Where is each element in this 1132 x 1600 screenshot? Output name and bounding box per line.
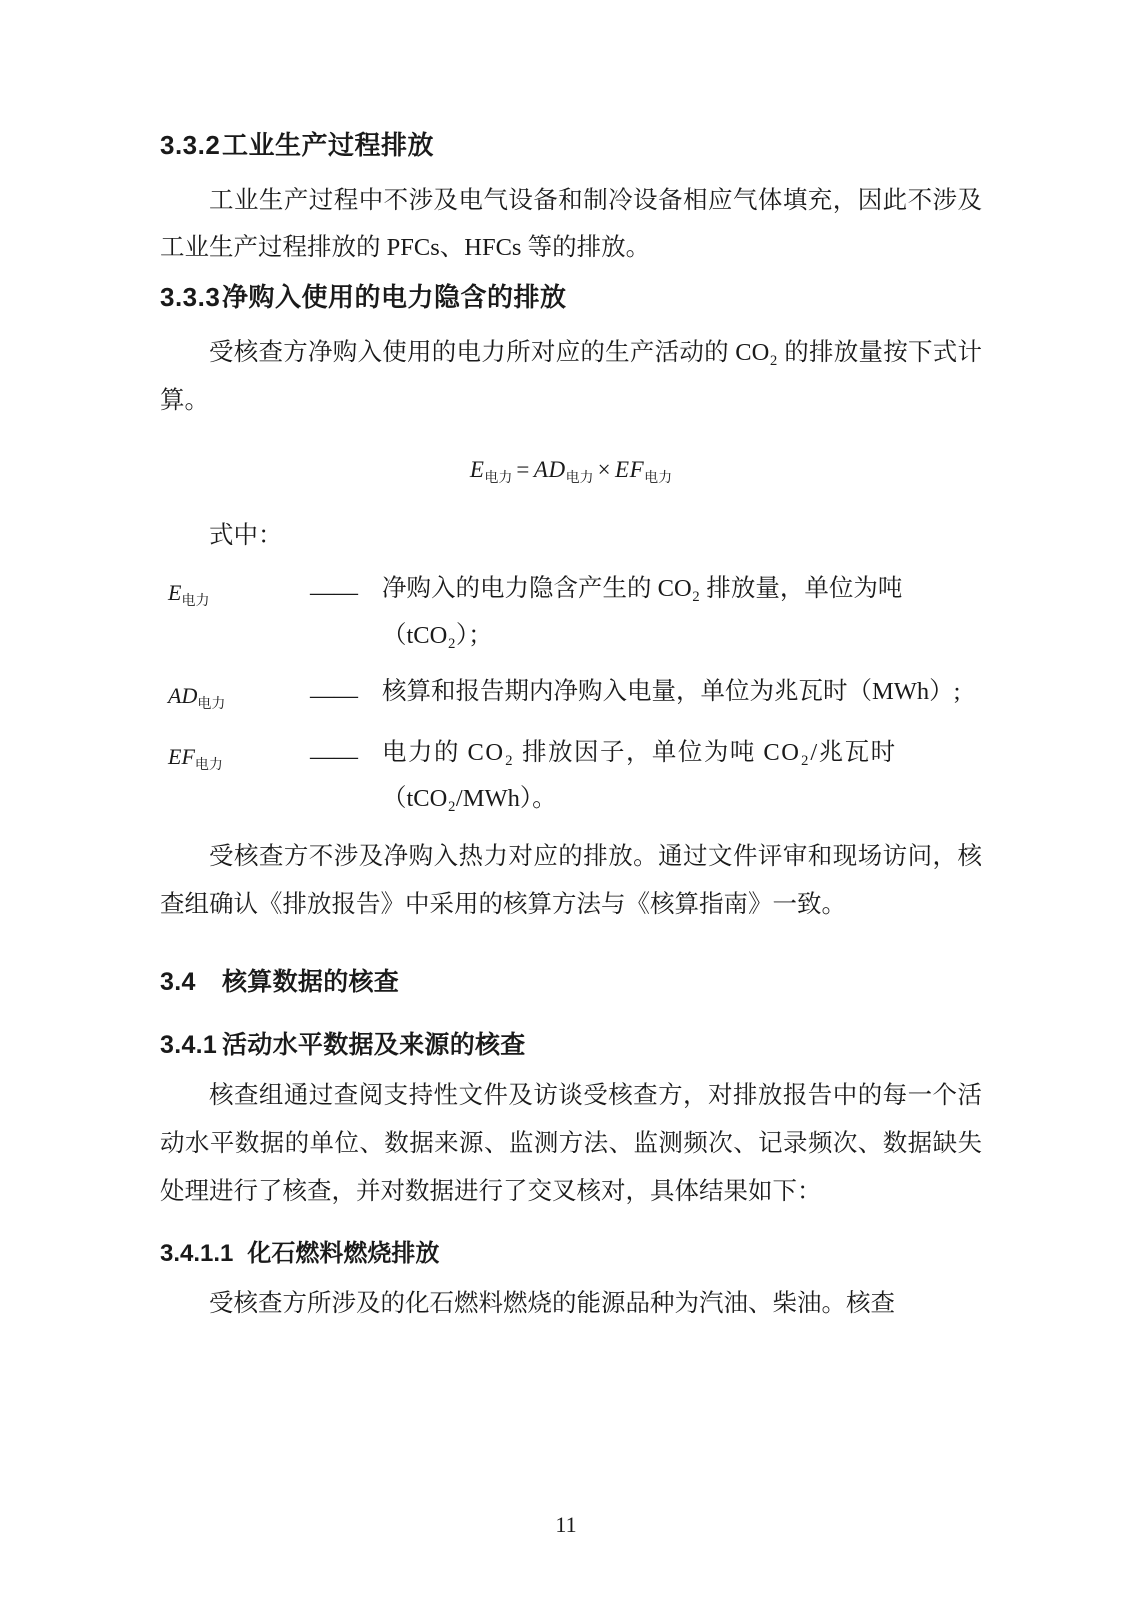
formula-ad-symbol: AD [533,457,566,483]
paragraph-3-4-1-1: 受核查方所涉及的化石燃料燃烧的能源品种为汽油、柴油。核查 [209,1290,895,1318]
definition-symbol-ad-base: AD [168,683,198,709]
definition-symbol-e [160,566,310,615]
definition-text-e [382,566,982,659]
definition-symbol-ad [160,669,310,718]
heading-3-3-3-title: 净购入使用的电力隐含的排放 [222,282,567,313]
where-label: 式中： [209,522,283,550]
formula-e-symbol: E [469,457,485,483]
definition-text-ad-line1: 核算和报告期内净购入电量，单位为兆瓦时（MWh）; [382,678,961,706]
heading-3-3-2 [160,120,982,171]
definition-symbol-e-base: E [168,579,182,605]
formula-ef-subscript: 电力 [644,471,673,487]
formula-expression [469,457,673,487]
definition-dash-e: —— [310,579,358,606]
heading-3-3-3-number: 3.3.3 [160,282,221,313]
heading-3-4-1-1-title: 化石燃料燃烧排放 [247,1240,440,1268]
formula-times: × [597,457,612,483]
definition-list [160,566,982,823]
definition-item-e [160,566,982,659]
definition-text-ad [382,669,982,716]
heading-3-4-1-title: 活动水平数据及来源的核查 [222,1031,526,1060]
definition-text-e-line1: 净购入的电力隐含产生的 CO₂ 排放量，单位为吨 [382,574,903,602]
definition-dash-ad: —— [310,683,358,710]
page-number: 11 [555,1512,577,1537]
heading-3-4-1-1-number: 3.4.1.1 [160,1240,234,1268]
heading-3-4-number: 3.4 [160,968,196,997]
heading-3-4-1-1 [160,1231,982,1278]
heading-3-3-2-title: 工业生产过程排放 [222,130,435,160]
heading-3-3-3 [160,272,982,323]
paragraph-after-definitions: 受核查方不涉及净购入热力对应的排放。通过文件评审和现场访问，核查组确认《排放报告》中采用的核算方法与《核算指南》一致。 [160,842,982,918]
definition-symbol-ef [160,730,310,779]
heading-3-3-2-number: 3.3.2 [160,130,221,160]
formula-ad-subscript: 电力 [565,471,594,487]
heading-3-4-1 [160,1021,982,1070]
definition-symbol-ad-subscript: 电力 [197,696,226,712]
definition-text-ef [382,730,982,823]
definition-item-ad [160,669,982,720]
paragraph-3-3-3: 受核查方净购入使用的电力所对应的生产活动的 CO₂ 的排放量按下式计算。 [160,338,982,414]
heading-3-4 [160,958,982,1007]
paragraph-3-3-2: 工业生产过程中不涉及电气设备和制冷设备相应气体填充，因此不涉及工业生产过程排放的 PFCs、HFCs 等的排放。 [160,186,982,262]
spacer [160,928,982,944]
definition-item-ef [160,730,982,823]
formula-electricity-emission [160,446,982,494]
formula-ef-symbol: EF [615,457,645,483]
definition-text-ef-line2: （tCO₂/MWh）。 [382,785,557,813]
paragraph-3-4-1: 核查组通过查阅支持性文件及访谈受核查方，对排放报告中的每一个活动水平数据的单位、数据来源、监测方法、监测频次、记录频次、数据缺失处理进行了核查，并对数据进行了交叉核对，具体结果如下： [160,1081,982,1205]
formula-equals: = [516,457,530,483]
document-body [160,120,982,1328]
definition-text-ef-line1: 电力的 CO₂ 排放因子，单位为吨 CO₂/兆瓦时 [382,738,897,766]
heading-3-4-1-number: 3.4.1 [160,1031,218,1060]
definition-symbol-ef-subscript: 电力 [194,757,223,773]
definition-text-e-line2: （tCO₂）； [382,621,493,649]
formula-e-subscript: 电力 [484,471,513,487]
definition-dash-ef: —— [310,743,358,770]
definition-symbol-e-subscript: 电力 [181,593,210,609]
heading-3-4-title: 核算数据的核查 [222,968,400,997]
definition-symbol-ef-base: EF [168,743,195,769]
